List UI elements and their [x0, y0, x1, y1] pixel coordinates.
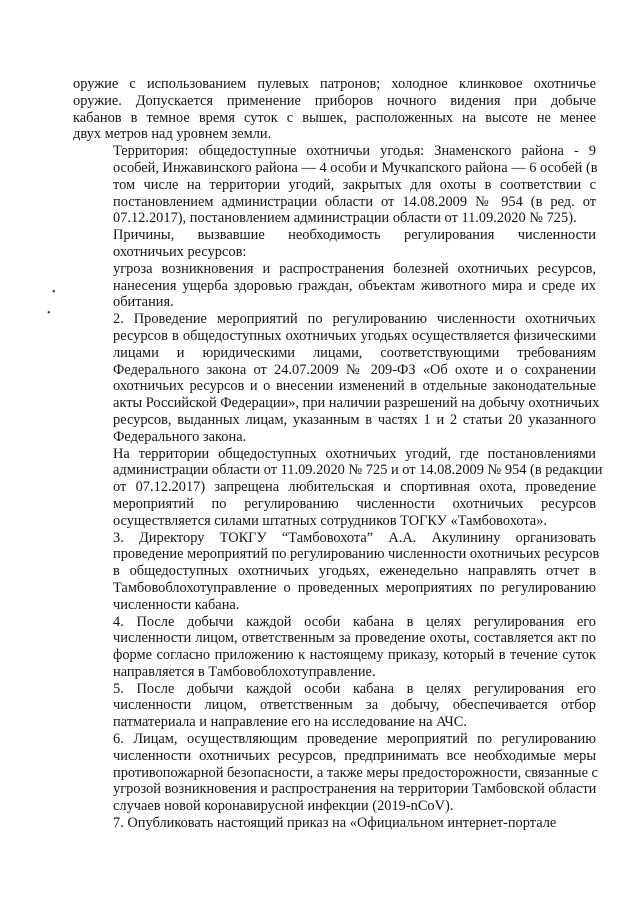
text-line: ресурсов, выданных лицам, указанным в частях 1 и 2 статьи 20 указанного — [113, 411, 596, 428]
paragraph — [73, 227, 596, 261]
paragraph — [73, 614, 596, 681]
text-line: лицами и юридическими лицами, соответствующими требованиям — [113, 344, 596, 361]
text-line: 07.12.2017), постановлением администрации области от 11.09.2020 № 725). — [113, 210, 577, 227]
text-line: охотничьих ресурсов: — [113, 243, 247, 260]
text-line: в общедоступных охотничьих угодьях, еженедельно направлять отчет в — [113, 563, 596, 580]
text-line: охотничьих ресурсов и о внесении изменений в отдельные законодательные — [113, 378, 596, 395]
text-line: двух метров над уровнем земли. — [73, 126, 272, 143]
text-line: Федерального закона от 24.07.2009 № 209-ФЗ «Об охоте и о сохранении — [113, 361, 596, 378]
text-line: патматериала и направление его на исследование на АЧС. — [113, 714, 467, 731]
text-line: форме согласно приложению к настоящему приказу, который в течение суток — [113, 647, 596, 664]
text-line: 2. Проведение мероприятий по регулированию численности охотничьих — [113, 311, 596, 328]
text-line: Федерального закона. — [113, 428, 247, 445]
text-line: случаев новой коронавирусной инфекции (2019-nCoV). — [113, 798, 454, 815]
text-line: численности кабана. — [113, 596, 240, 613]
text-line: оружие с использованием пулевых патронов; холодное клинковое охотничье — [73, 76, 596, 92]
text-line: противопожарной безопасности, а также меры предосторожности, связанные с — [113, 764, 598, 781]
text-line: 6. Лицам, осуществляющим проведение мероприятий по регулированию — [113, 731, 596, 748]
paragraph — [73, 143, 596, 227]
text-line: направляется в Тамбовоблохотуправление. — [113, 663, 376, 680]
text-line: Тамбовоблохотуправление о проведенных мероприятиях по регулированию — [113, 579, 596, 596]
paragraph — [73, 76, 596, 143]
text-line: мероприятий по регулированию численности охотничьих ресурсов — [113, 495, 596, 512]
text-line: оружие. Допускается применение приборов ночного видения при добыче — [73, 92, 596, 109]
paragraph — [73, 311, 600, 445]
text-line: 4. После добычи каждой особи кабана в целях регулирования его — [113, 613, 596, 630]
text-line: Причины, вызвавшие необходимость регулирования численности — [113, 227, 596, 244]
paragraph — [73, 731, 596, 815]
text-line: кабанов в темное время суток с вышек, расположенных на высоте не менее — [73, 109, 596, 126]
text-line: акты Российской Федерации», при наличии разрешений на добычу охотничьих — [113, 395, 600, 412]
text-line: На территории общедоступных охотничьих угодий, где постановлениями — [113, 445, 596, 462]
text-line: 5. После добычи каждой особи кабана в целях регулирования его — [113, 680, 596, 697]
text-line: обитания. — [113, 294, 174, 311]
document-body — [73, 76, 603, 832]
text-line: 7. Опубликовать настоящий приказ на «Официальном интернет-портале — [113, 815, 557, 832]
text-line: численности охотничьих ресурсов, предпринимать все необходимые меры — [113, 747, 596, 764]
paragraph — [73, 445, 603, 530]
text-line: администрации области от 11.09.2020 № 725 и от 14.08.2009 № 954 (в редакции — [113, 462, 603, 479]
text-line: численности лицом, ответственным за добычу, обеспечивается отбор — [113, 697, 596, 714]
scan-dot: • — [52, 287, 56, 298]
scan-dot: • — [47, 308, 51, 319]
text-line: постановлением администрации области от 14.08.2009 № 954 (в ред. от — [113, 193, 596, 210]
text-line: особей, Инжавинского района — 4 особи и Мучкапского района — 6 особей (в — [113, 159, 598, 176]
text-line: проведение мероприятий по регулированию численности охотничьих ресурсов — [113, 546, 600, 563]
text-line: том числе на территории угодий, закрытых для охоты в соответствии с — [113, 176, 596, 193]
text-line: Территория: общедоступные охотничьи угодья: Знаменского района - 9 — [113, 143, 596, 160]
paragraph — [73, 681, 596, 731]
text-line: ресурсов в общедоступных охотничьих угодьях осуществляется физическими — [113, 327, 596, 344]
text-line: осуществляется силами штатных сотрудников ТОГКУ «Тамбовохота». — [113, 512, 547, 529]
text-line: нанесения ущерба здоровью граждан, объектам животного мира и среде их — [113, 277, 596, 294]
text-line: 3. Директору ТОКГУ “Тамбовохота” А.А. Акулинину организовать — [113, 529, 596, 546]
text-line: угрозой возникновения и распространения на территории Тамбовской области — [113, 781, 597, 798]
text-line: угроза возникновения и распространения болезней охотничьих ресурсов, — [113, 260, 596, 277]
paragraph — [73, 529, 600, 614]
text-line: численности лицом, ответственным за проведение охоты, составляется акт по — [113, 630, 596, 647]
paragraph — [73, 261, 596, 311]
text-line: от 07.12.2017) запрещена любительская и спортивная охота, проведение — [113, 479, 596, 496]
paragraph — [73, 815, 596, 832]
